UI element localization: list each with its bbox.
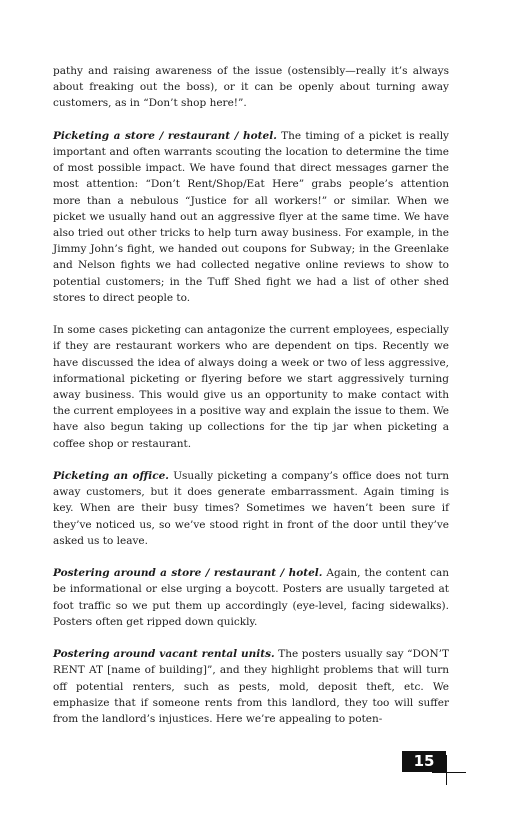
body-text: [53, 63, 449, 743]
paragraph-text: pathy and raising awareness of the issue (ostensibly—really it’s always about freaking out the boss), or it can be openly about turning away customers, as in “Don’t shop here!”.: [53, 65, 449, 110]
paragraph-heading: Postering around vacant rental units.: [53, 648, 275, 661]
paragraph-3: [53, 322, 449, 452]
paragraph-heading: Picketing an office.: [53, 470, 169, 483]
paragraph-heading: Postering around a store / restaurant / hotel.: [53, 567, 323, 580]
page-number: 15: [402, 751, 446, 772]
paragraph-text: Usually picketing a company’s office does not turn away customers, but it does generate embarrassment. Again timing is key. When are their busy times? Sometimes we haven’t been sure if they’ve noticed us, so we’ve stood right in front of the door until they’ve asked us to leave.: [53, 470, 449, 547]
paragraph-text: The posters usually say “DON’T RENT AT [name of building]”, and they highlight problems that will turn off potential renters, such as pests, mold, deposit theft, etc. We emphasize that if someone rents from this landlord, they too will suffer from the landlord’s injustices. Here we’re appealing to poten-: [53, 648, 450, 726]
paragraph-postering-rentals: [53, 646, 449, 727]
paragraph-picketing-store: [53, 128, 449, 306]
paragraph-text: In some cases picketing can antagonize the current employees, especially if they are restaurant workers who are dependent on tips. Recently we have discussed the idea of always doing a week or two of less aggressive, informational picketing or flyering before we start aggressively turning away business. This would give us an opportunity to make contact with the current employees in a positive way and explain the issue to them. We have also begun taking up collections for the tip jar when picketing a coffee shop or restaurant.: [53, 324, 449, 450]
paragraph-text: Again, the content can be informational or else urging a boycott. Posters are usually targeted at foot traffic so we put them up accordingly (eye-level, facing sidewalks). Posters often get ripped down quickly.: [53, 567, 449, 628]
paragraph-1: [53, 63, 449, 112]
crop-mark-horizontal: [432, 772, 466, 773]
paragraph-text: The timing of a picket is really important and often warrants scouting the location to determine the time of most possible impact. We have found that direct messages garner the most attention: “Don’t Rent/Shop/Eat Here” grabs people’s attention more than a nebulous “Justice for all workers!” or similar. When we picket we usually hand out an aggressive flyer at the same time. We have also tried out other tricks to help turn away business. For example, in the Jimmy John’s fight, we handed out coupons for Subway; in the Greenlake and Nelson fights we had collected negative online reviews to show to potential customers; in the Tuff Shed fight we had a list of other shed stores to direct people to.: [53, 129, 449, 304]
paragraph-postering-store: [53, 565, 449, 630]
crop-mark-vertical: [446, 755, 447, 785]
paragraph-heading: Picketing a store / restaurant / hotel.: [53, 129, 277, 142]
paragraph-picketing-office: [53, 468, 449, 549]
